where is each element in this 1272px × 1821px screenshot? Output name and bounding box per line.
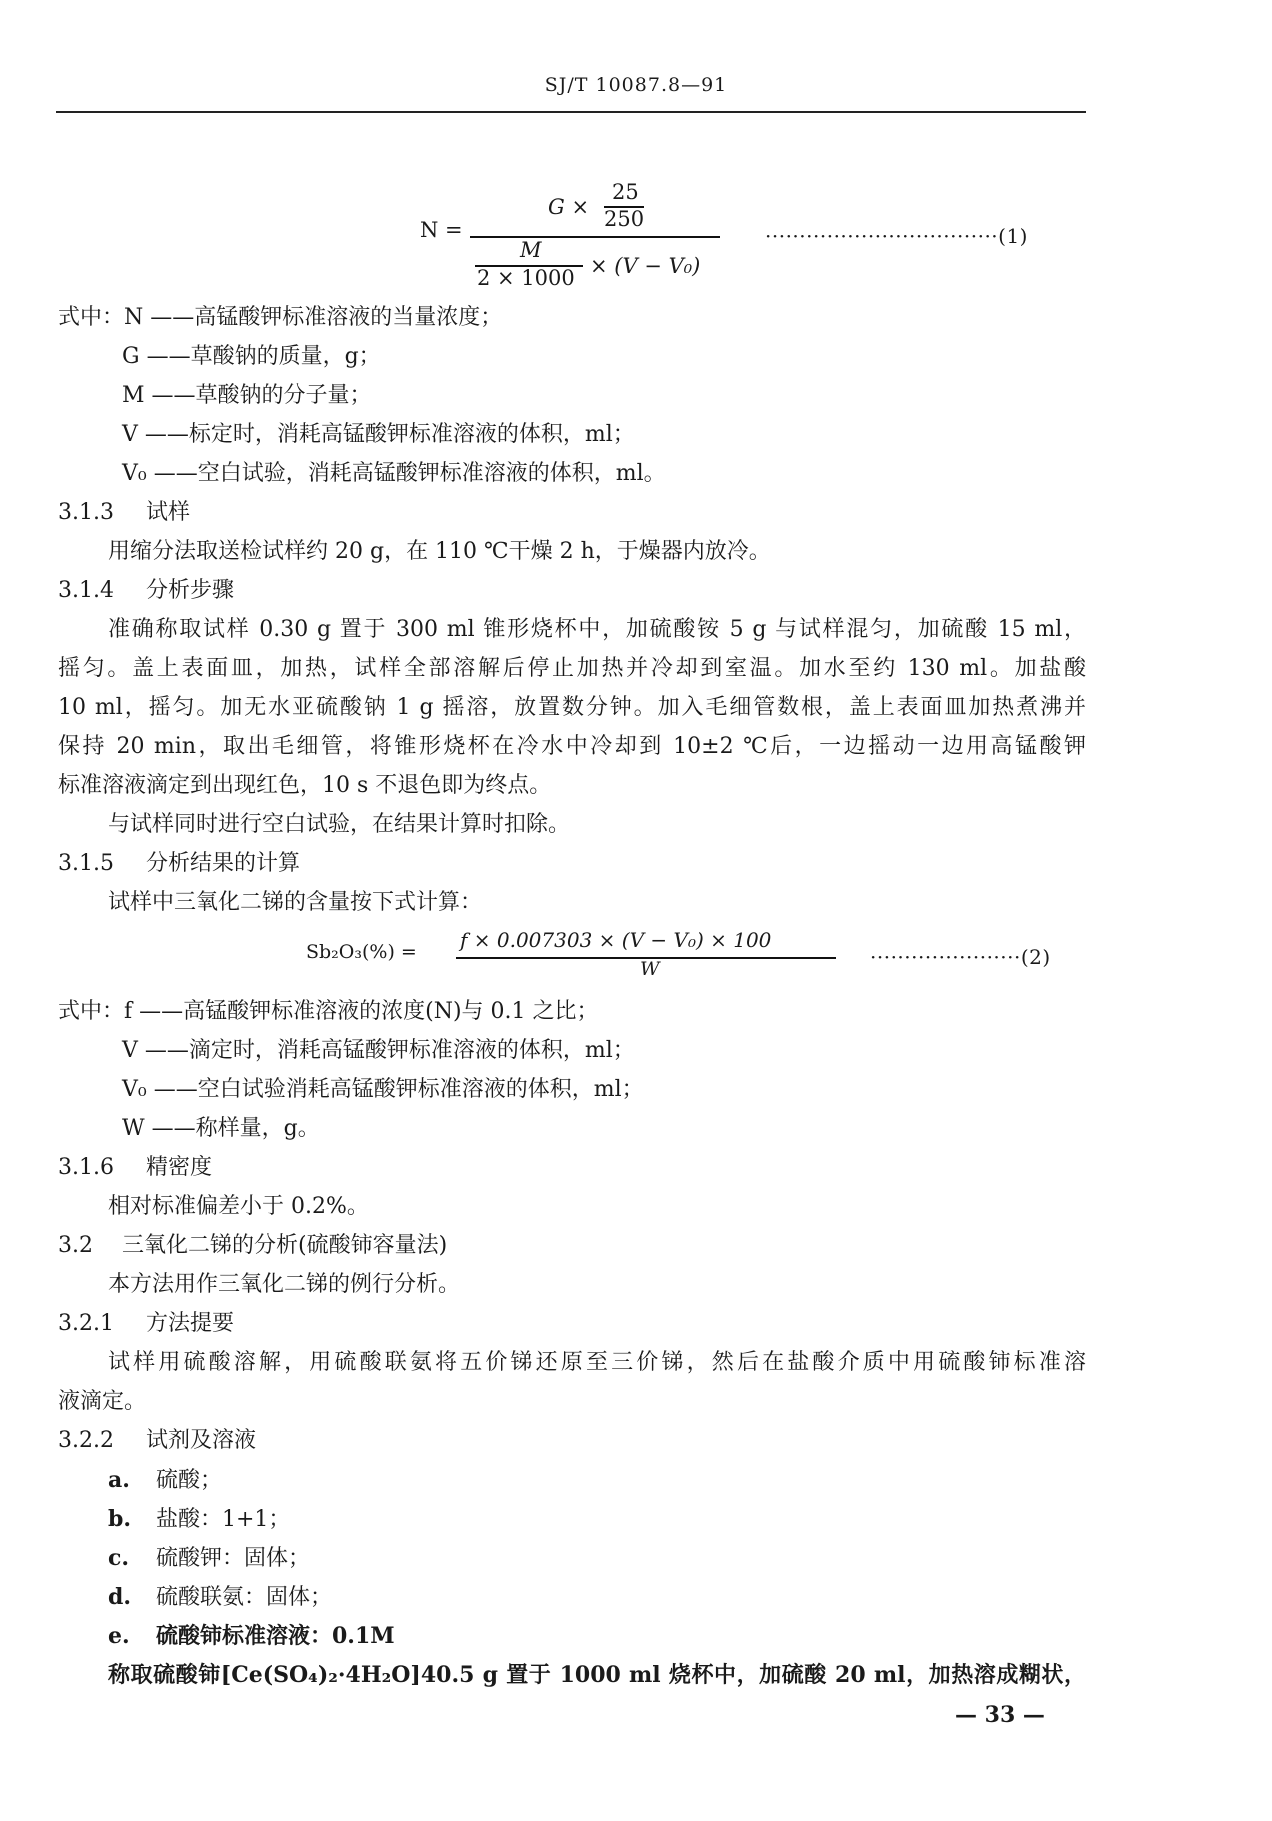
where1-row [122, 459, 666, 489]
where2-symbol: V₀ —— [122, 1077, 198, 1102]
where2-text: 空白试验消耗高锰酸钾标准溶液的体积，ml； [197, 1077, 644, 1102]
item-label: e. [108, 1623, 130, 1649]
page-number: — 33 — [955, 1702, 1045, 1728]
where2-text: 高锰酸钾标准溶液的浓度(N)与 0.1 之比； [183, 999, 599, 1024]
paragraph-line: 试样用硫酸溶解，用硫酸联氨将五价锑还原至三价锑，然后在盐酸介质中用硫酸铈标准溶 [108, 1350, 1086, 1375]
reagent-item [108, 1504, 290, 1535]
where1-symbol: 式中：N —— [58, 305, 195, 330]
where2-text: 称样量，g。 [195, 1116, 320, 1141]
section-title: 三氧化二锑的分析(硫酸铈容量法) [122, 1233, 448, 1258]
where2-row [58, 997, 599, 1027]
where2-symbol: W —— [122, 1116, 196, 1141]
formula1-den-m: M [520, 238, 542, 262]
section-title: 分析结果的计算 [146, 851, 301, 876]
paragraph-line: 标准溶液滴定到出现红色，10 s 不退色即为终点。 [58, 773, 552, 798]
section-number: 3.1.5 [58, 851, 114, 876]
section-3-1-5-body: 试样中三氧化二锑的含量按下式计算： [108, 890, 483, 915]
section-number: 3.2.2 [58, 1428, 114, 1453]
paragraph-line: 称取硫酸铈[Ce(SO₄)₂·4H₂O]40.5 g 置于 1000 ml 烧杯中，加硫酸 20 ml，加热溶成糊状， [108, 1662, 1086, 1688]
item-text: 硫酸； [156, 1468, 223, 1493]
where2-row [122, 1036, 635, 1066]
item-text: 硫酸铈标准溶液：0.1M [156, 1623, 395, 1649]
paragraph-line: 准确称取试样 0.30 g 置于 300 ml 锥形烧杯中，加硫酸铵 5 g 与试样混匀，加硫酸 15 ml， [108, 617, 1086, 642]
section-3-1-3-heading [58, 498, 190, 528]
where2-symbol: V —— [122, 1038, 189, 1063]
section-number: 3.2.1 [58, 1311, 114, 1336]
where1-symbol: V —— [122, 422, 189, 447]
section-3-2-2-heading [58, 1426, 256, 1456]
formula2-numerator: f × 0.007303 × (V − V₀) × 100 [460, 928, 772, 952]
paragraph-line: 摇匀。盖上表面皿，加热，试样全部溶解后停止加热并冷却到室温。加水至约 130 ml。加盐酸 [58, 656, 1086, 681]
paragraph-line: 液滴定。 [58, 1389, 147, 1414]
where1-text: 高锰酸钾标准溶液的当量浓度； [194, 305, 503, 330]
where1-row [122, 381, 372, 411]
item-label: c. [108, 1545, 130, 1571]
formula2-number: ······················(2) [870, 945, 1051, 969]
where2-row [122, 1075, 644, 1105]
section-3-2-heading [58, 1231, 447, 1261]
where1-row [58, 303, 502, 333]
where2-text: 滴定时，消耗高锰酸钾标准溶液的体积，ml； [188, 1038, 635, 1063]
formula1-den-2000: 2 × 1000 [477, 266, 575, 290]
section-title: 分析步骤 [146, 578, 235, 603]
section-title: 方法提要 [146, 1311, 235, 1336]
section-3-1-3-body: 用缩分法取送检试样约 20 g，在 110 ℃干燥 2 h，于燥器内放冷。 [108, 539, 771, 564]
section-title: 试样 [146, 500, 191, 525]
section-3-1-6-heading [58, 1153, 212, 1183]
section-number: 3.1.3 [58, 500, 114, 525]
section-number: 3.2 [58, 1233, 93, 1258]
reagent-item [108, 1465, 222, 1496]
paragraph-line: 保持 20 min，取出毛细管，将锥形烧杯在冷水中冷却到 10±2 ℃后，一边摇动一边用高锰酸钾 [58, 734, 1086, 759]
formula2-lhs: Sb₂O₃(%) = [306, 941, 417, 963]
where1-row [122, 342, 381, 372]
paragraph-line: 与试样同时进行空白试验，在结果计算时扣除。 [108, 812, 571, 837]
formula1-num-g: G × [548, 195, 590, 219]
section-3-1-6-body: 相对标准偏差小于 0.2%。 [108, 1194, 369, 1219]
item-text: 盐酸：1+1； [156, 1507, 291, 1532]
section-title: 精密度 [146, 1155, 213, 1180]
where1-symbol: G —— [122, 344, 191, 369]
where1-text: 空白试验，消耗高锰酸钾标准溶液的体积，ml。 [197, 461, 666, 486]
where1-symbol: M —— [122, 383, 196, 408]
reagent-item [108, 1582, 332, 1613]
section-3-2-body: 本方法用作三氧化二锑的例行分析。 [108, 1272, 461, 1297]
reagent-item [108, 1543, 310, 1574]
section-title: 试剂及溶液 [146, 1428, 257, 1453]
where1-text: 草酸钠的分子量； [195, 383, 372, 408]
section-3-2-1-heading [58, 1309, 234, 1339]
document-header: SJ/T 10087.8—91 [544, 74, 728, 96]
where2-symbol: 式中：f —— [58, 999, 184, 1024]
formula1-frac-top: 25 [612, 180, 639, 204]
item-label: a. [108, 1467, 130, 1493]
item-text: 硫酸联氨：固体； [156, 1585, 333, 1610]
where2-row [122, 1114, 320, 1144]
where1-text: 标定时，消耗高锰酸钾标准溶液的体积，ml； [188, 422, 635, 447]
formula1-frac-bottom: 250 [604, 207, 645, 231]
where1-row [122, 420, 635, 450]
section-number: 3.1.6 [58, 1155, 114, 1180]
formula2-denominator: W [640, 958, 660, 980]
where1-text: 草酸钠的质量，g； [190, 344, 381, 369]
formula1-den-rest: × (V − V₀) [590, 254, 701, 278]
reagent-item [108, 1621, 395, 1651]
item-label: b. [108, 1506, 132, 1532]
section-number: 3.1.4 [58, 578, 114, 603]
paragraph-line: 10 ml，摇匀。加无水亚硫酸钠 1 g 摇溶，放置数分钟。加入毛细管数根，盖上表面皿加热煮沸并 [58, 695, 1086, 720]
section-3-1-4-heading [58, 576, 234, 606]
where1-symbol: V₀ —— [122, 461, 198, 486]
section-3-1-5-heading [58, 849, 300, 879]
header-rule [56, 111, 1086, 113]
formula1-number: ··································(1) [765, 224, 1028, 248]
item-label: d. [108, 1584, 132, 1610]
item-text: 硫酸钾：固体； [156, 1546, 311, 1571]
formula1-lhs: N = [420, 218, 463, 242]
formula1-main-bar [470, 236, 720, 238]
